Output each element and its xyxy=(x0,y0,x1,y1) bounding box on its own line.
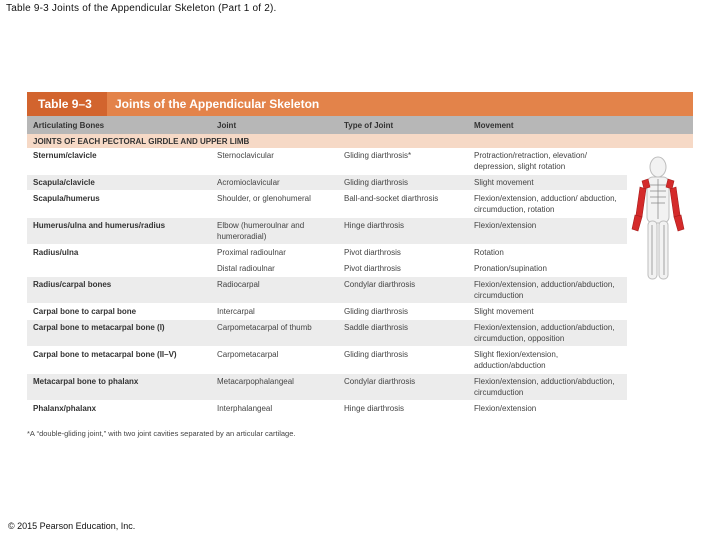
table-row xyxy=(27,277,627,304)
cell-movement: Slight flexion/extension, adduction/abduction xyxy=(474,350,559,370)
cell-bones: Humerus/ulna and humerus/radius xyxy=(33,221,166,230)
cell-movement: Flexion/extension, adduction/abduction, circumduction xyxy=(474,280,615,300)
table-row xyxy=(27,347,627,374)
table-row xyxy=(27,148,627,175)
cell-bones: Radius/ulna xyxy=(33,248,79,257)
column-headers xyxy=(27,116,693,134)
table-row xyxy=(27,304,627,320)
table-row xyxy=(27,175,627,191)
table-row xyxy=(27,320,627,347)
table-title: Joints of the Appendicular Skeleton xyxy=(115,97,320,111)
cell-type: Pivot diarthrosis xyxy=(344,264,401,273)
cell-joint: Interphalangeal xyxy=(217,404,273,413)
cell-type: Gliding diarthrosis xyxy=(344,178,409,187)
cell-type: Condylar diarthrosis xyxy=(344,377,416,386)
cell-joint: Sternoclavicular xyxy=(217,151,274,160)
cell-type: Gliding diarthrosis xyxy=(344,307,409,316)
cell-type: Gliding diarthrosis* xyxy=(344,151,412,160)
cell-type: Gliding diarthrosis xyxy=(344,350,409,359)
cell-bones: Metacarpal bone to phalanx xyxy=(33,377,139,386)
table-body xyxy=(27,148,627,417)
slide-title: Table 9-3 Joints of the Appendicular Skeleton (Part 1 of 2). xyxy=(6,3,277,14)
cell-bones: Phalanx/phalanx xyxy=(33,404,97,413)
cell-movement: Slight movement xyxy=(474,307,534,316)
cell-type: Hinge diarthrosis xyxy=(344,221,405,230)
cell-bones: Sternum/clavicle xyxy=(33,151,97,160)
cell-joint: Intercarpal xyxy=(217,307,255,316)
cell-bones: Scapula/humerus xyxy=(33,194,100,203)
table-number: Table 9–3 xyxy=(27,92,107,116)
cell-movement: Slight movement xyxy=(474,178,534,187)
joints-table xyxy=(27,92,693,422)
cell-movement: Flexion/extension, adduction/abduction, circumduction xyxy=(474,377,615,397)
table-row xyxy=(27,191,627,218)
skeleton-upper-limb-highlight-icon xyxy=(628,155,688,285)
cell-joint: Carpometacarpal of thumb xyxy=(217,323,312,332)
table-row xyxy=(27,374,627,401)
cell-type: Saddle diarthrosis xyxy=(344,323,409,332)
cell-joint: Radiocarpal xyxy=(217,280,260,289)
table-header-bar xyxy=(27,92,693,116)
cell-joint: Distal radioulnar xyxy=(217,264,275,273)
col-header-bones: Articulating Bones xyxy=(33,120,105,130)
table-footnote: *A “double-gliding joint,” with two joint cavities separated by an articular cartilage. xyxy=(27,429,296,438)
cell-bones: Carpal bone to carpal bone xyxy=(33,307,137,316)
cell-joint: Proximal radioulnar xyxy=(217,248,286,257)
cell-type: Condylar diarthrosis xyxy=(344,280,416,289)
cell-bones xyxy=(27,261,217,276)
table-row xyxy=(27,218,627,245)
cell-movement: Rotation xyxy=(474,248,504,257)
col-header-type: Type of Joint xyxy=(344,120,394,130)
table-row xyxy=(27,261,627,277)
cell-movement: Flexion/extension, adduction/ abduction, circumduction, rotation xyxy=(474,194,617,214)
cell-bones: Scapula/clavicle xyxy=(33,178,95,187)
cell-movement: Flexion/extension xyxy=(474,221,537,230)
col-header-joint: Joint xyxy=(217,120,237,130)
cell-movement: Protraction/retraction, elevation/ depression, slight rotation xyxy=(474,151,587,171)
cell-bones: Radius/carpal bones xyxy=(33,280,112,289)
table-row xyxy=(27,245,627,261)
cell-joint: Carpometacarpal xyxy=(217,350,279,359)
cell-joint: Elbow (humeroulnar and humeroradial) xyxy=(217,221,305,241)
cell-bones: Carpal bone to metacarpal bone (I) xyxy=(33,323,165,332)
cell-joint: Acromioclavicular xyxy=(217,178,280,187)
cell-type: Ball-and-socket diarthrosis xyxy=(344,194,439,203)
col-header-movement: Movement xyxy=(474,120,514,130)
cell-type: Pivot diarthrosis xyxy=(344,248,401,257)
cell-bones: Carpal bone to metacarpal bone (II–V) xyxy=(33,350,177,359)
table-row xyxy=(27,401,627,417)
cell-movement: Flexion/extension, adduction/abduction, circumduction, opposition xyxy=(474,323,615,343)
cell-movement: Flexion/extension xyxy=(474,404,537,413)
cell-joint: Metacarpophalangeal xyxy=(217,377,294,386)
cell-type: Hinge diarthrosis xyxy=(344,404,405,413)
cell-movement: Pronation/supination xyxy=(474,264,547,273)
section-heading: JOINTS OF EACH PECTORAL GIRDLE AND UPPER LIMB xyxy=(27,134,693,148)
copyright-notice: © 2015 Pearson Education, Inc. xyxy=(8,521,136,531)
cell-joint: Shoulder, or glenohumeral xyxy=(217,194,311,203)
